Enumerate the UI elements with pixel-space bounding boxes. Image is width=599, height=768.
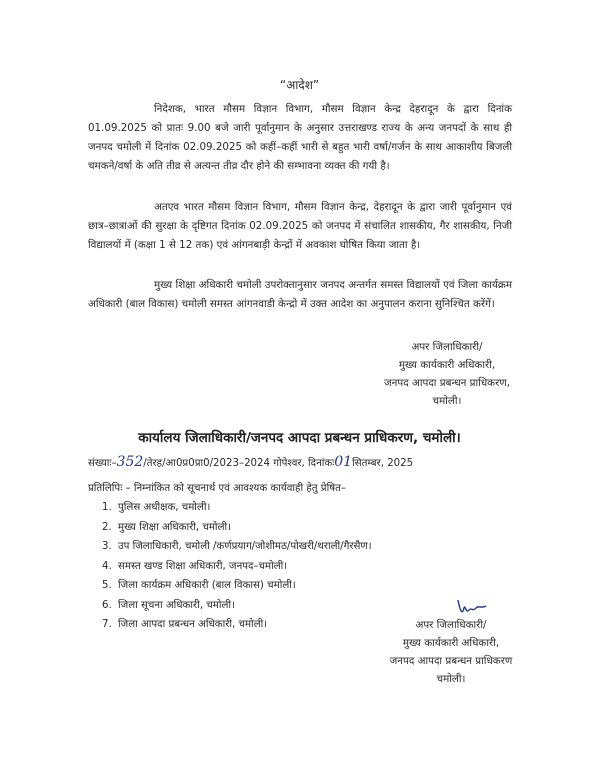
list-item-text: पुलिस अधीक्षक, चमोली।	[118, 502, 211, 513]
list-item	[102, 537, 372, 557]
list-item-number: 2.	[102, 521, 112, 533]
list-item	[102, 498, 372, 518]
signature-2-line4: चमोली।	[436, 673, 466, 685]
paragraph-holiday	[88, 198, 512, 255]
list-item-number: 7.	[102, 619, 112, 630]
reference-number: 352	[116, 454, 144, 470]
list-item-text: उप जिलाधिकारी, चमोली /कर्णप्रयाग/जोशीमठ/पोखरी/थराली/गैरसैण।	[118, 541, 372, 552]
office-heading: कार्यालय जिलाधिकारी/जनपद आपदा प्रबन्धन प्राधिकरण, चमोली।	[138, 430, 461, 446]
list-item	[102, 557, 372, 577]
signature-2-line1: अपर जिलाधिकारी/	[415, 619, 487, 631]
paragraph-compliance-text: मुख्य शिक्षा अधिकारी चमोली उपरोक्तानुसार जनपद अन्तर्गत समस्त विद्यालयों एवं जिला कार्यक्रम अधिकारी (बाल विकास) चमोली समस्त आंगनवाडी केन्द्रो में उक्त आदेश का अनुपालन कराना सुनिश्चित करेंगें।	[88, 279, 512, 310]
paragraph-holiday-text: अतएव भारत मौसम विज्ञान विभाग, मौसम विज्ञान केन्द्र, देहरादून के द्वारा जारी पूर्वानुमान एवं छात्र–छात्राओं की सुरक्षा के दृष्टिगत दिनांक 02.09.2025 को जनपद में संचालित शासकीय, गैर शासकीय, निजी विद्यालयों में (कक्षा 1 से 12 तक) एवं आंगनबाड़ी केन्द्रों में अवकाश घोषित किया जाता है।	[88, 201, 512, 251]
list-item-text: मुख्य शिक्षा अधिकारी, चमोली।	[118, 521, 231, 533]
paragraph-forecast-text: निदेशक, भारत मौसम विज्ञान विभाग, मौसम विज्ञान केन्द्र देहरादून के द्वारा दिनांक 01.09.2025 को प्रातः 9.00 बजे जारी पूर्वानुमान के अनुसार उत्तराखण्ड राज्य के अन्य जनपदों के साथ ही जनपद चमोली में दिनांक 02.09.2025 को कहीं–कहीं भारी से बहुत भारी वर्षा/गर्जन के साथ आकाशीय बिजली चमकने/वर्षा के अति तीव्र से अत्यन्त तीव्र दौर होने की सम्भावना व्यक्त की गयी है।	[88, 103, 512, 172]
signature-2-line3: जनपद आपदा प्रबन्धन प्राधिकरण	[389, 655, 513, 667]
paragraph-compliance	[88, 276, 512, 314]
signature-block-2	[376, 616, 526, 688]
order-title: “आदेश”	[279, 78, 320, 92]
reference-suffix: सितम्बर, 2025	[352, 458, 414, 469]
reference-mid: /तेरह/आ0प्र0प्रा0/2023–2024 गोपेश्वर, दिनांकः	[143, 458, 335, 469]
list-item	[102, 615, 372, 635]
list-item-text: जिला सूचना अधिकारी, चमोली।	[118, 599, 235, 611]
list-item-number: 6.	[102, 599, 112, 611]
list-item-text: समस्त खण्ड शिक्षा अधिकारी, जनपद–चमोली।	[118, 560, 288, 572]
signature-1-line3: जनपद आपदा प्रबन्धन प्राधिकरण,	[384, 377, 510, 389]
reference-prefix: संख्याः–	[88, 458, 117, 469]
list-item-text: जिला आपदा प्रबन्धन अधिकारी, चमोली।	[118, 619, 268, 630]
list-item	[102, 576, 372, 596]
list-item-number: 3.	[102, 541, 112, 552]
signature-1-line1: अपर जिलाधिकारी/	[411, 341, 483, 353]
copy-intro: प्रतिलिपिः – निम्नांकित को सूचनार्थ एवं आवश्यक कार्यवाही हेतु प्रेषित–	[88, 483, 347, 494]
signature-1-line4: चमोली।	[432, 395, 462, 407]
paragraph-forecast	[88, 100, 512, 176]
signature-2-line2: मुख्य कार्यकारी अधिकारी,	[402, 637, 500, 649]
list-item	[102, 596, 372, 616]
reference-day: 01	[334, 454, 353, 470]
signature-block-1	[372, 338, 522, 410]
list-item-text: जिला कार्यक्रम अधिकारी (बाल विकास) चमोली।	[118, 580, 296, 591]
list-item-number: 5.	[102, 580, 112, 591]
recipient-list	[102, 498, 372, 635]
signature-1-line2: मुख्य कार्यकारी अधिकारी,	[398, 359, 496, 371]
list-item-number: 4.	[102, 560, 112, 572]
list-item	[102, 518, 372, 538]
reference-line	[88, 454, 413, 470]
list-item-number: 1.	[102, 502, 112, 513]
